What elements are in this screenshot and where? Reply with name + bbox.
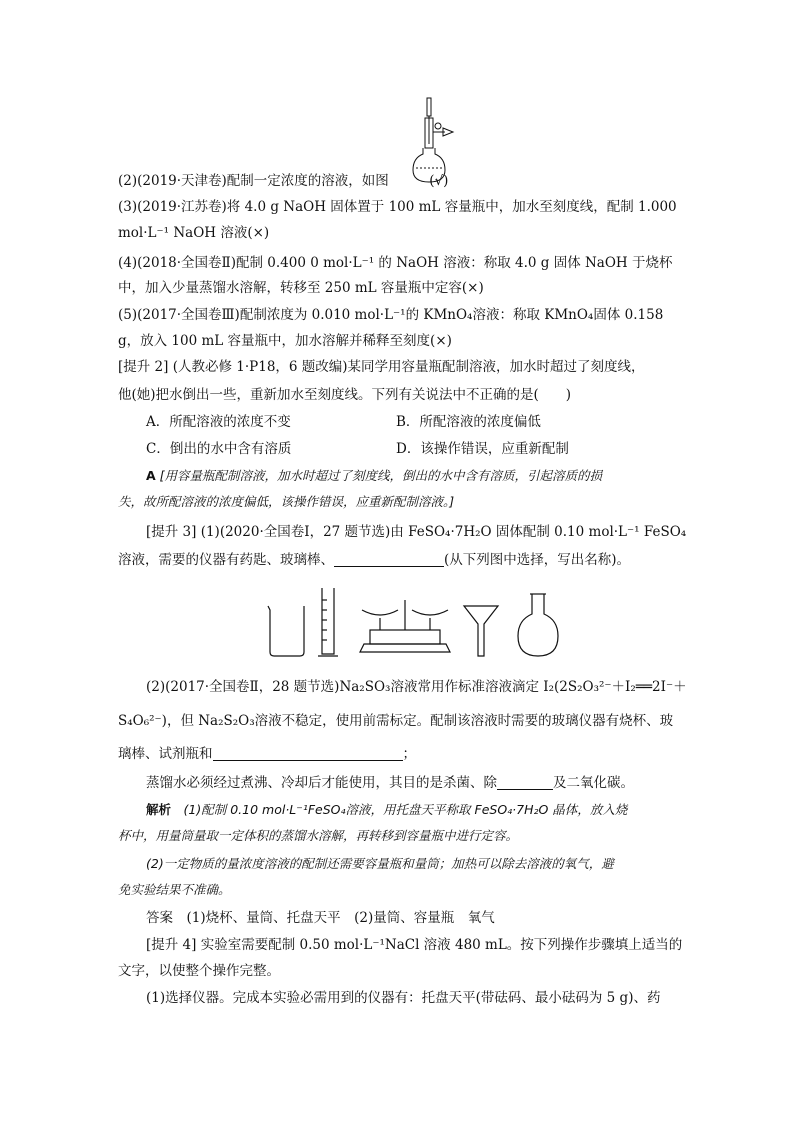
balance-icon (360, 600, 450, 652)
tisheng-4-line-1: [提升 4] 实验室需要配制 0.50 mol·L⁻¹NaCl 溶液 480 mL。按下列操作步骤填上适当的 (146, 937, 683, 953)
option-a[interactable]: A．所配溶液的浓度不变 (146, 414, 291, 430)
answer-blank-1[interactable] (334, 552, 444, 567)
option-c[interactable]: C．倒出的水中含有溶质 (146, 441, 292, 457)
tisheng-3-part-2-line-3 (118, 744, 678, 764)
daan-line (146, 908, 706, 928)
jiexi-label: 解析 (146, 802, 172, 817)
answer-2-line-2: 失，故所配溶液的浓度偏低，该操作错误，应重新配制溶液。] (118, 494, 455, 509)
tisheng-2-line-1: [提升 2] (人教必修 1·P18，6 题改编)某同学用容量瓶配制溶液，加水时超过了刻度线， (118, 359, 645, 375)
option-b[interactable]: B．所配溶液的浓度偏低 (396, 414, 541, 430)
item-4-line-2: 中，加入少量蒸馏水溶解，转移至 250 mL 容量瓶中定容(×) (118, 280, 484, 296)
daan-label: 答案 (146, 910, 173, 926)
tisheng-3-part-2-text-d: 及二氧化碳。 (553, 775, 634, 791)
option-row-1 (146, 412, 706, 432)
funnel-icon (464, 606, 498, 656)
jiexi-line-3: (2)一定物质的量浓度溶液的配制还需要容量瓶和量筒；加热可以除去溶液的氧气，避 (146, 856, 614, 871)
answer-2-line-1 (146, 466, 706, 486)
tisheng-3-part-2-line-2: S₄O₆²⁻)，但 Na₂S₂O₃溶液不稳定，使用前需标定。配制该溶液时需要的玻璃仪器有烧杯、玻 (118, 713, 674, 729)
tisheng-3-part-2-line-1: (2)(2017·全国卷Ⅱ，28 题节选)Na₂SO₃溶液常用作标准溶液滴定 I₂(2S₂O₃²⁻＋I₂══2I⁻＋ (146, 679, 687, 695)
tisheng-3-line-1: [提升 3] (1)(2020·全国卷Ⅰ，27 题节选)由 FeSO₄·7H₂O 固体配制 0.10 mol·L⁻¹ FeSO₄ (146, 524, 687, 540)
jiexi-line-1 (146, 800, 706, 820)
jiexi-line-2: 杯中，用量筒量取一定体积的蒸馏水溶解，再转移到容量瓶中进行定容。 (118, 828, 519, 843)
apparatus-figure (262, 580, 562, 660)
daan-text: (1)烧杯、量筒、托盘天平 (2)量筒、容量瓶 氧气 (186, 910, 495, 926)
tisheng-3-part-2-line-4 (146, 773, 706, 793)
tisheng-3-line-2 (118, 550, 678, 570)
item-4-line-1: (4)(2018·全国卷Ⅱ)配制 0.400 0 mol·L⁻¹ 的 NaOH 溶液：称取 4.0 g 固体 NaOH 于烧杯 (118, 255, 673, 271)
tisheng-3-text-a: 溶液，需要的仪器有药匙、玻璃棒、 (118, 552, 334, 568)
item-5-line-2: g，放入 100 mL 容量瓶中，加水溶解并稀释至刻度(×) (118, 333, 452, 349)
tisheng-4-line-3: (1)选择仪器。完成本实验必需用到的仪器有：托盘天平(带砝码、最小砝码为 5 g)、药 (146, 990, 661, 1006)
tisheng-3-part-2-text-a: 璃棒、试剂瓶和 (118, 746, 213, 762)
round-flask-icon (518, 594, 558, 656)
graduated-cylinder-icon (318, 588, 338, 656)
answer-2-letter: A (146, 468, 156, 483)
tisheng-3-part-2-text-c: 蒸馏水必须经过煮沸、冷却后才能使用，其目的是杀菌、除 (146, 775, 497, 791)
item-3-line-1: (3)(2019·江苏卷)将 4.0 g NaOH 固体置于 100 mL 容量瓶中，加水至刻度线，配制 1.000 (118, 199, 677, 215)
item-3-line-2: mol·L⁻¹ NaOH 溶液(×) (118, 225, 270, 241)
tisheng-4-line-2: 文字，以使整个操作完整。 (118, 963, 280, 979)
answer-blank-2[interactable] (213, 746, 403, 761)
jiexi-line-4: 免实验结果不准确。 (118, 882, 231, 897)
beaker-icon (268, 606, 304, 656)
item-5-line-1: (5)(2017·全国卷Ⅲ)配制浓度为 0.010 mol·L⁻¹的 KMnO₄溶液：称取 KMnO₄固体 0.158 (118, 307, 664, 323)
option-row-2 (146, 439, 706, 459)
option-d[interactable]: D．该操作错误，应重新配制 (396, 441, 569, 457)
jiexi-text-1: (1)配制 0.10 mol·L⁻¹FeSO₄溶液，用托盘天平称取 FeSO₄·7H₂O 晶体，放入烧 (183, 802, 628, 817)
answer-2-text: [用容量瓶配制溶液，加水时超过了刻度线，倒出的水中含有溶质，引起溶质的损 (159, 468, 603, 483)
item-2: (2)(2019·天津卷)配制一定浓度的溶液，如图 (√) (118, 173, 449, 189)
tisheng-3-part-2-text-b: ； (402, 746, 416, 762)
tisheng-3-text-b: (从下列图中选择，写出名称)。 (444, 552, 631, 568)
answer-blank-3[interactable] (497, 775, 553, 790)
tisheng-2-line-2: 他(她)把水倒出一些，重新加水至刻度线。下列有关说法中不正确的是( ) (118, 387, 572, 403)
